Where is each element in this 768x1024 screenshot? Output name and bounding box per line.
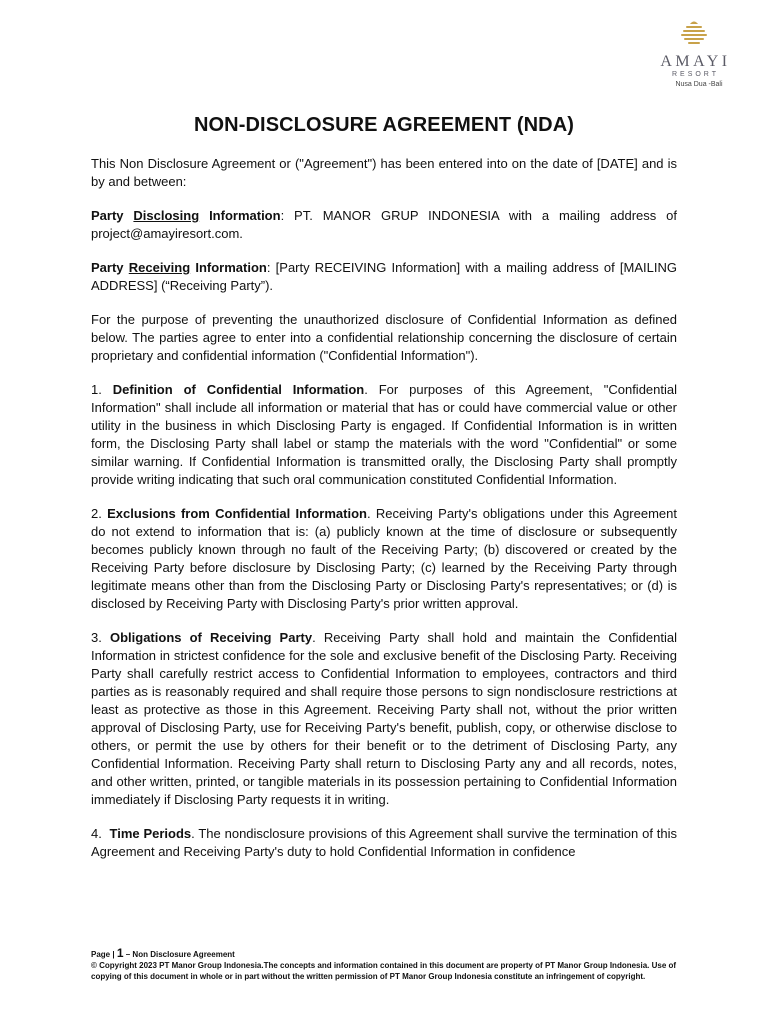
receiving-label-role: Receiving	[128, 260, 191, 275]
section-number: 4.	[91, 826, 102, 841]
receiving-label-party: Party	[91, 260, 124, 275]
receiving-party-paragraph	[91, 259, 677, 295]
section-4	[91, 825, 677, 861]
section-3	[91, 629, 677, 809]
disclosing-label-role: Disclosing	[133, 208, 200, 223]
page-title-footer: – Non Disclosure Agreement	[125, 950, 235, 959]
section-1	[91, 381, 677, 489]
section-text: . For purposes of this Agreement, "Confidential Information" shall include all information or material that has or could have commercial value or other utility in the business in which Disclosing Party is engaged. If Confidential Information is in written form, the Disclosing Party shall label or stamp the materials with the word "Confidential" or some similar warning. If Confidential Information is transmitted orally, the Disclosing Party shall promptly provide writing indicating that such oral communication constituted Confidential Information.	[91, 382, 678, 487]
section-heading: Exclusions from Confidential Information	[107, 506, 367, 521]
page-label: Page |	[91, 950, 115, 959]
section-heading: Obligations of Receiving Party	[109, 630, 313, 645]
purpose-paragraph: For the purpose of preventing the unauthorized disclosure of Confidential Information as defined below. The parties agree to enter into a confidential relationship concerning the disclosure of certain proprietary and confidential information ("Confidential Information").	[91, 312, 677, 363]
disclosing-party-paragraph	[91, 207, 677, 243]
section-2	[91, 505, 677, 613]
logo-brand: AMAYI	[660, 53, 731, 70]
section-number: 2.	[91, 506, 102, 521]
company-logo	[648, 18, 740, 90]
copyright-notice: © Copyright 2023 PT Manor Group Indonesia.The concepts and information contained in this document are property of PT Manor Group Indonesia. Use of copying of this document in whole or in part without the written permission of PT Manor Group Indonesia constitute an infringement of copyright.	[91, 961, 677, 981]
section-heading: Definition of Confidential Information	[112, 382, 365, 397]
section-number: 1.	[91, 382, 102, 397]
document-body	[91, 155, 677, 877]
section-text: . The nondisclosure provisions of this Agreement shall survive the termination of this Agreement and Receiving Party's duty to hold Confidential Information in confidence	[91, 826, 678, 859]
section-number: 3.	[91, 630, 102, 645]
disclosing-text: : PT. MANOR GRUP INDONESIA with a mailing address of project@amayiresort.com.	[91, 208, 677, 241]
document-title: NON-DISCLOSURE AGREEMENT (NDA)	[193, 114, 575, 136]
section-text: . Receiving Party's obligations under this Agreement do not extend to information that is: (a) publicly known at the time of disclosure or subsequently becomes publicly known through no fault of the Receiving Party; (b) discovered or created by the Receiving Party before disclosure by Disclosing Party; (c) learned by the Receiving Party through legitimate means other than from the Disclosing Party or Disclosing Party's representatives; or (d) is disclosed by Receiving Party with Disclosing Party's prior written approval.	[91, 506, 677, 611]
receiving-label-info: Information	[195, 260, 267, 275]
page-indicator	[91, 948, 677, 960]
disclosing-label-party: Party	[91, 208, 124, 223]
section-heading: Time Periods	[109, 826, 192, 841]
section-text: . Receiving Party shall hold and maintain the Confidential Information in strictest confidence for the sole and exclusive benefit of the Disclosing Party. Receiving Party shall carefully restrict access to Confidential Information to employees, contractors and third parties as is reasonably required and shall require those persons to sign nondisclosure restrictions at least as protective as those in this Agreement. Receiving Party shall not, without the prior written approval of Disclosing Party, use for Receiving Party's benefit, publish, copy, or otherwise disclose to others, or permit the use by others for their benefit or to the detriment of Disclosing Party, any Confidential Information. Receiving Party shall return to Disclosing Party any and all records, notes, and other written, printed, or tangible materials in its possession pertaining to Confidential Information immediately if Disclosing Party requests it in writing.	[91, 630, 677, 807]
page-footer	[91, 948, 677, 982]
logo-location: Nusa Dua -Bali	[675, 81, 723, 88]
disclosing-label-info: Information	[209, 208, 281, 223]
intro-paragraph: This Non Disclosure Agreement or ("Agreement") has been entered into on the date of [DATE] and is by and between:	[91, 156, 677, 189]
page-number: 1	[116, 946, 124, 960]
sunrise-logo-icon	[677, 18, 711, 48]
logo-subtitle: RESORT	[671, 71, 720, 78]
receiving-text: : [Party RECEIVING Information] with a mailing address of [MAILING ADDRESS] (“Receiving Party”).	[91, 260, 677, 293]
